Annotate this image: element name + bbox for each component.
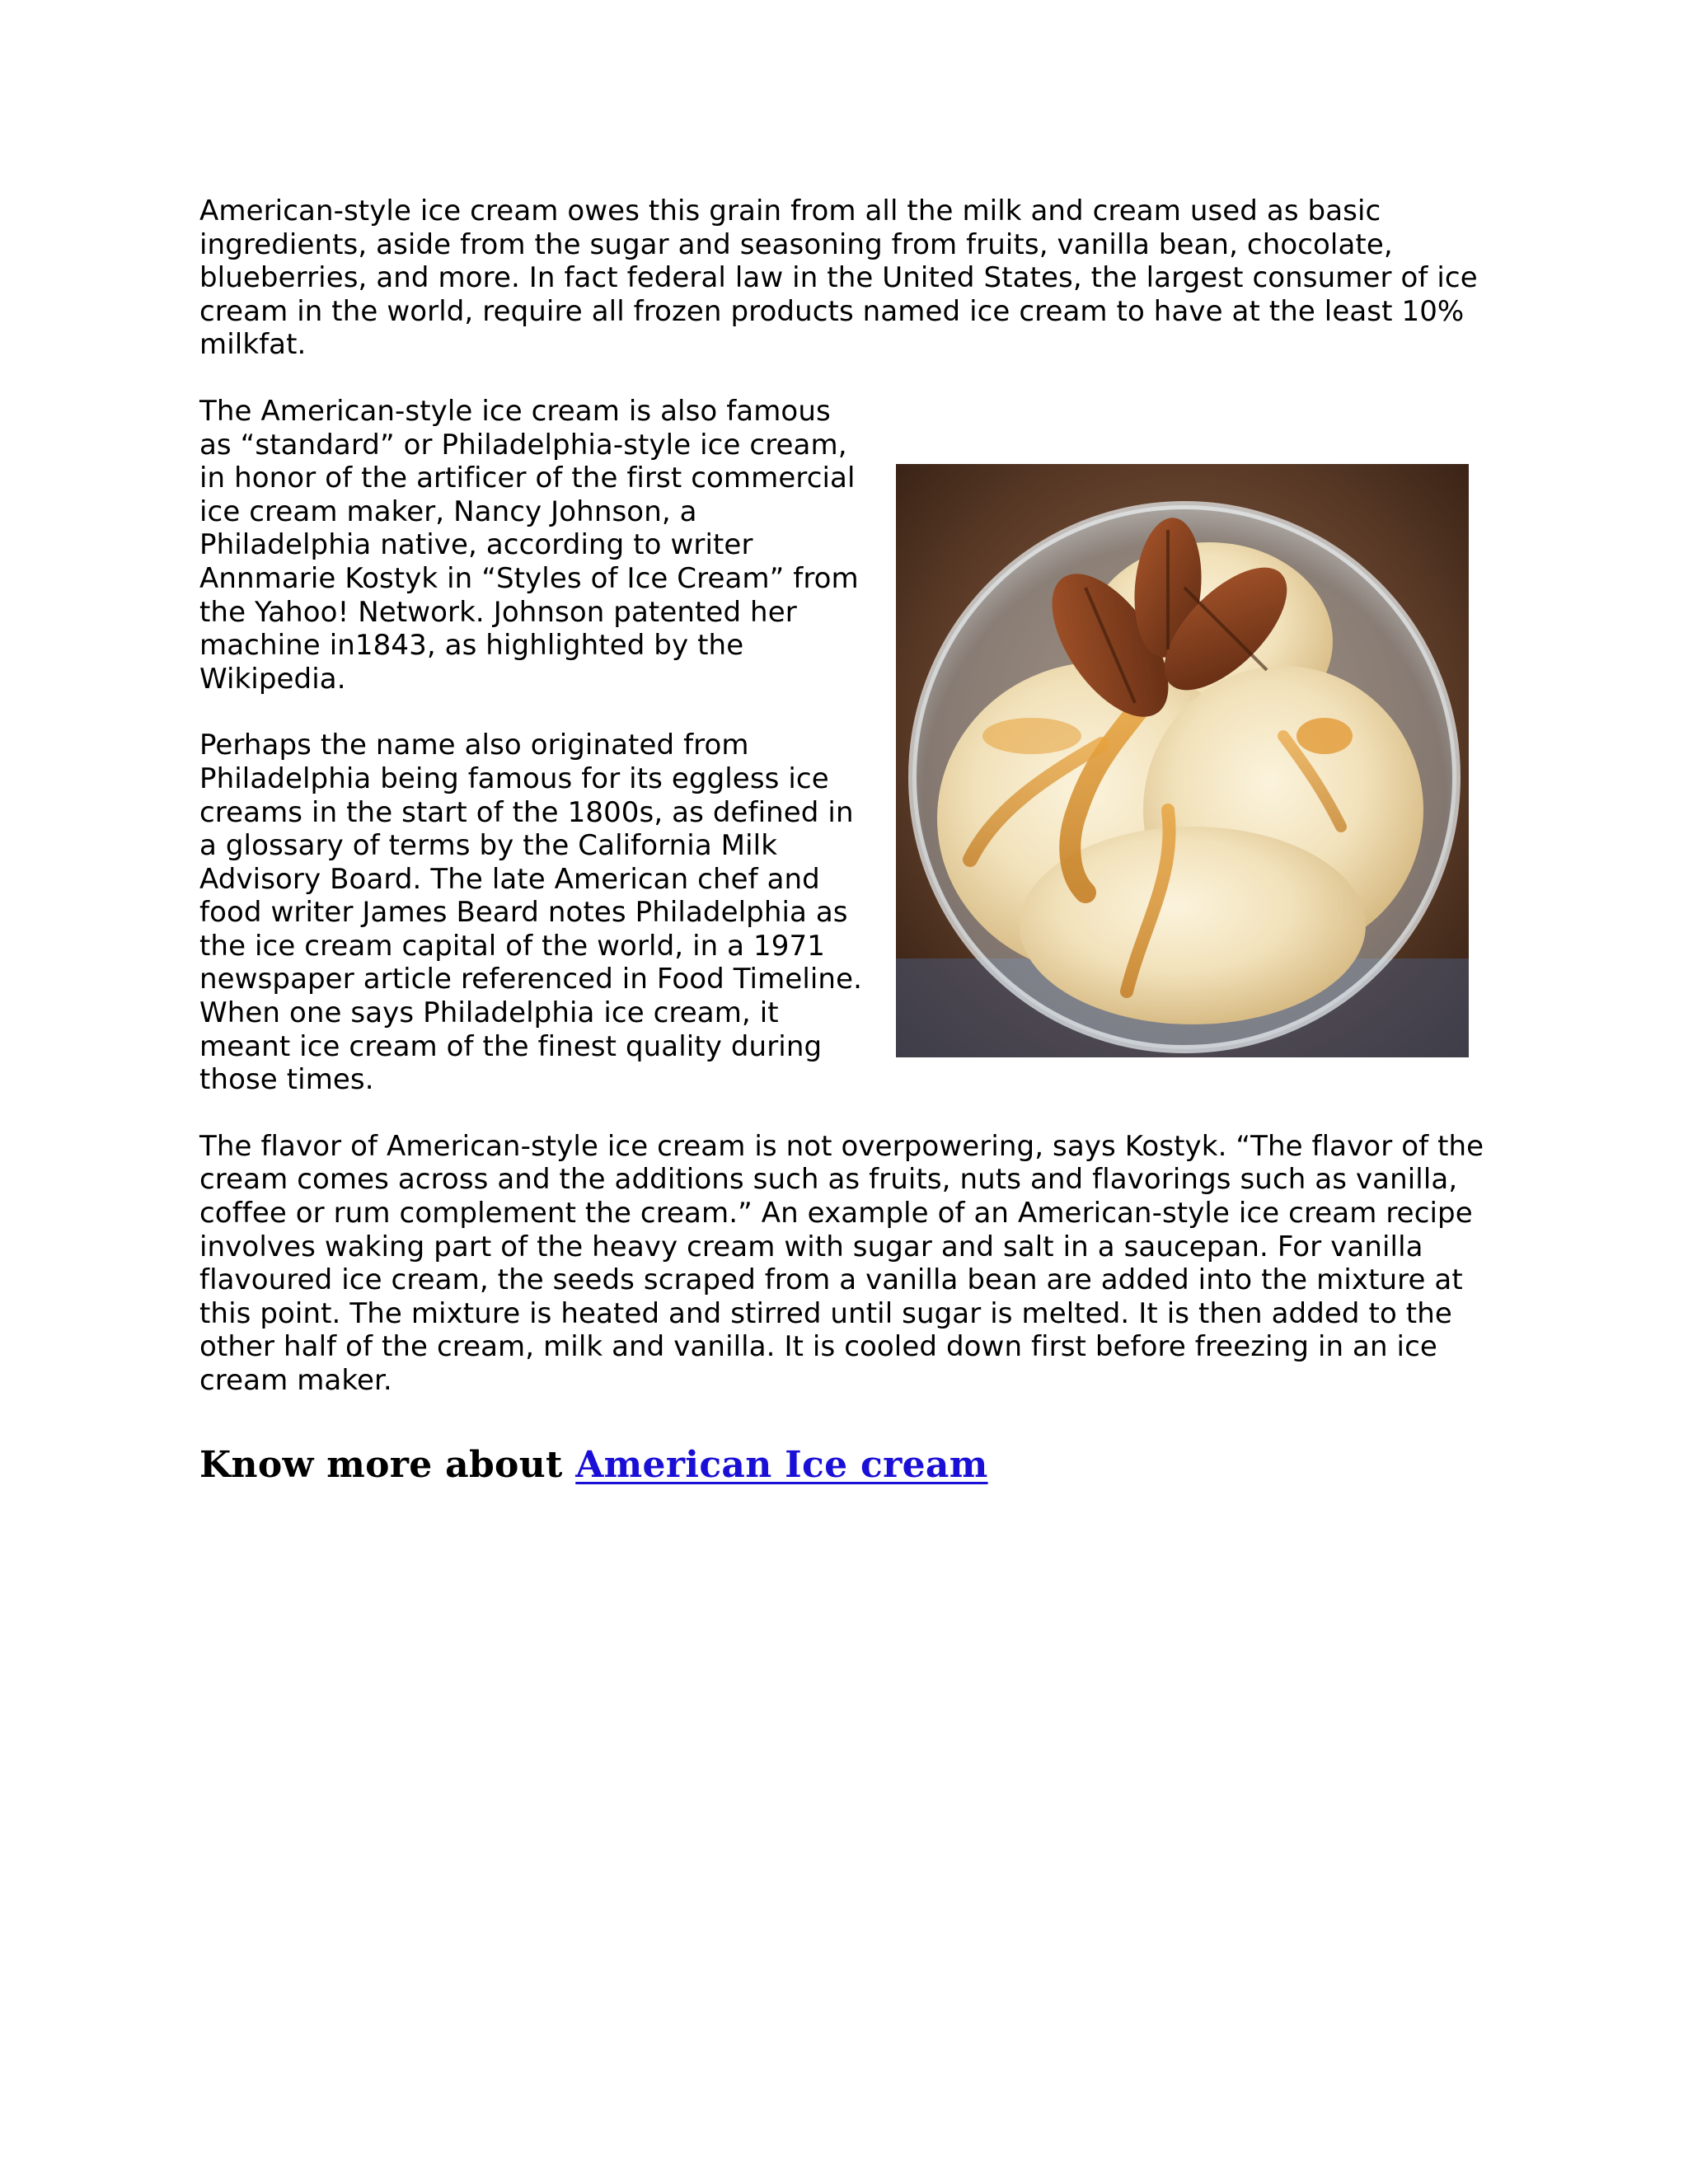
ice-cream-illustration xyxy=(896,464,1469,1057)
american-ice-cream-link[interactable]: American Ice cream xyxy=(575,1444,988,1486)
ice-cream-photo xyxy=(896,464,1469,1057)
paragraph-eggless-origin: Perhaps the name also originated from Philadelphia being famous for its eggless ice creams in the start of the 1800s, as defined in a glossary of terms by the California Milk Advisory Board. The late American chef and food writer James Beard notes Philadelphia as the ice cream capital of the world, in a 1971 newspaper article referenced in Food Timeline. When one says Philadelphia ice cream, it meant ice cream of the finest quality during those times. xyxy=(199,729,862,1097)
know-more-prefix: Know more about xyxy=(199,1444,576,1486)
paragraph-philadelphia-style-rest: Philadelphia native, according to writer Annmarie Kostyk in “Styles of Ice Cream” from the Yahoo! Network. Johnson patented her machine in1843, as highlighted by the Wikipedia. xyxy=(199,528,859,696)
paragraph-philadelphia-style-lead: The American-style ice cream is also famous as “standard” or Philadelphia-style ice cream, in honor of the artificer of the first commercial ice cream maker, Nancy Johnson, a xyxy=(199,394,856,528)
know-more-heading xyxy=(199,1444,988,1487)
article-body xyxy=(199,194,1502,1398)
paragraph-milk-ingredients: American-style ice cream owes this grain from all the milk and cream used as basic ingredients, aside from the sugar and seasoning from fruits, vanilla bean, chocolate, blueberries, and more. In fact federal law in the United States, the largest consumer of ice cream in the world, require all frozen products named ice cream to have at the least 10% milkfat. xyxy=(199,194,1478,362)
paragraph-flavor-recipe: The flavor of American-style ice cream is not overpowering, says Kostyk. “The flavor of the cream comes across and the additions such as fruits, nuts and flavorings such as vanilla, coffee or rum complement the cream.” An example of an American-style ice cream recipe involves waking part of the heavy cream with sugar and salt in a saucepan. For vanilla flavoured ice cream, the seeds scraped from a vanilla bean are added into the mixture at this point. The mixture is heated and stirred until sugar is melted. It is then added to the other half of the cream, milk and vanilla. It is cooled down first before freezing in an ice cream maker. xyxy=(199,1129,1484,1397)
